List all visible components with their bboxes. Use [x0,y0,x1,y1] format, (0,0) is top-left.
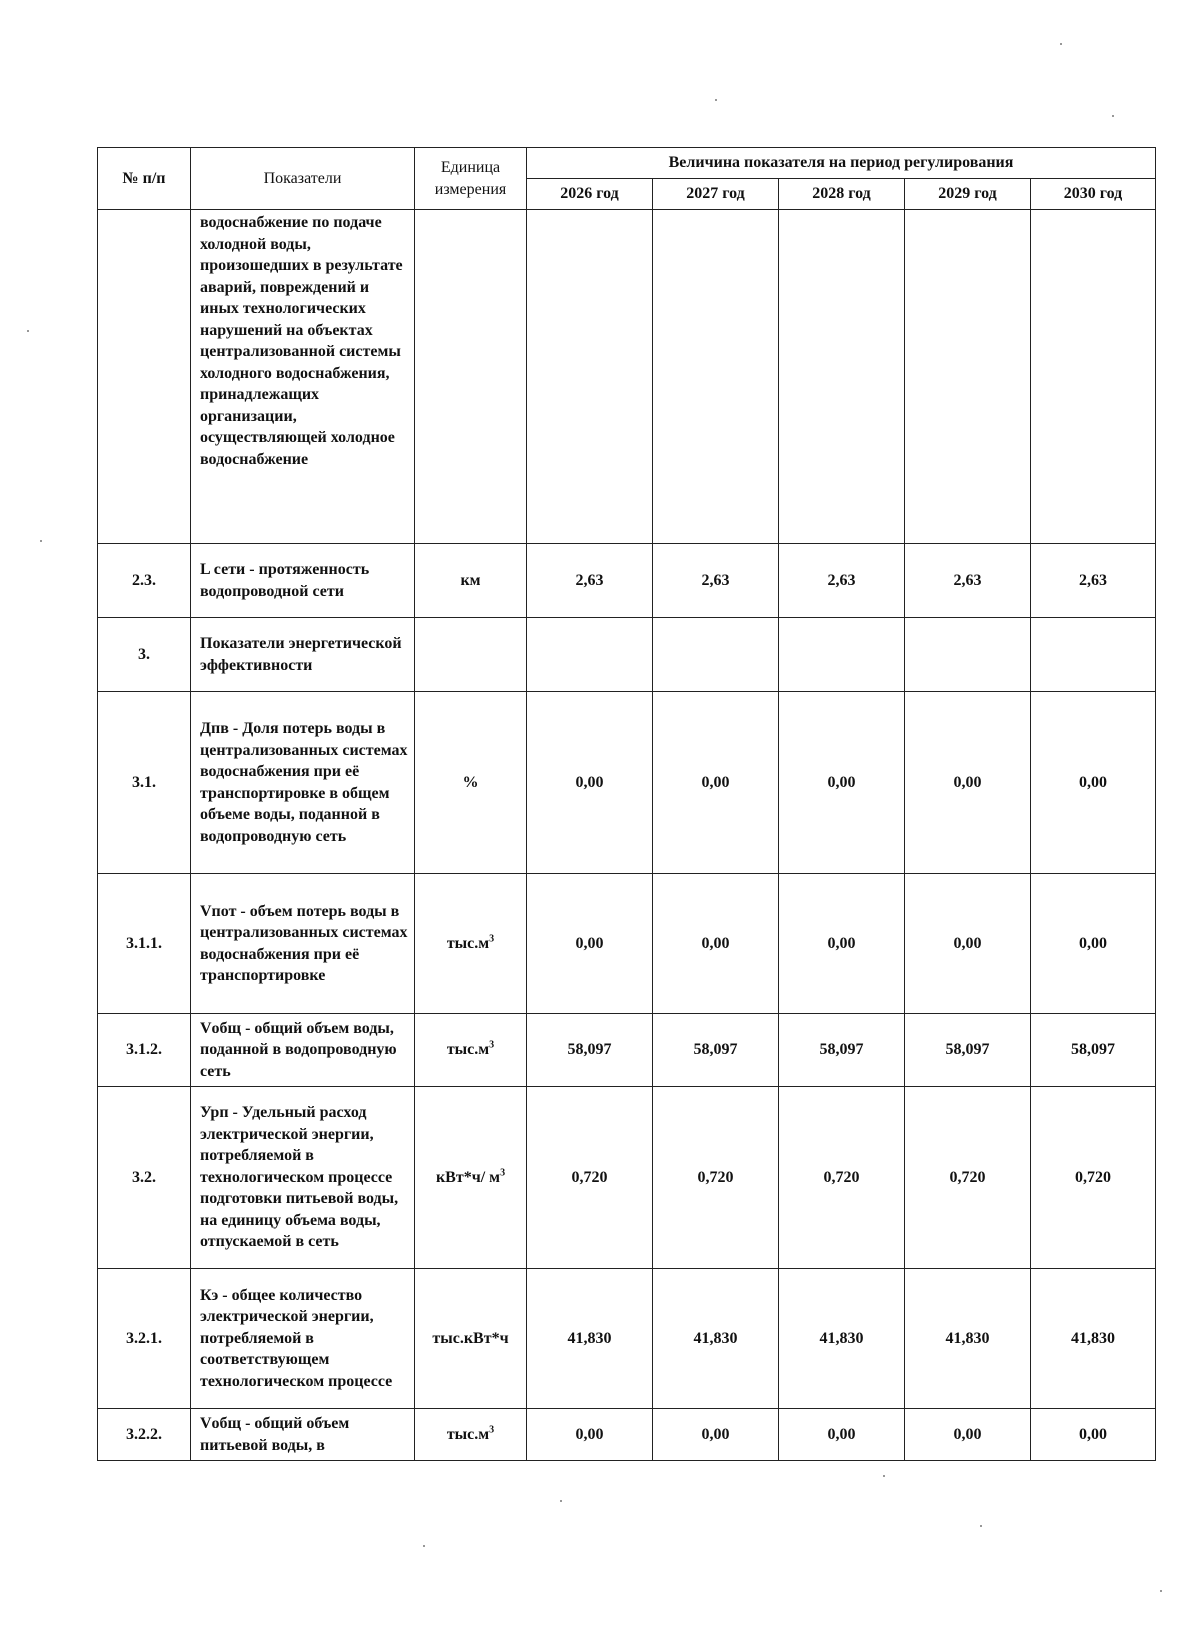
value-cell: 0,00 [1031,692,1156,874]
header-period: Величина показателя на период регулирования [527,148,1156,179]
row-number: 3. [98,618,191,692]
header-year: 2030 год [1031,179,1156,210]
value-cell [653,210,779,544]
unit-cell [415,544,527,618]
value-cell: 0,720 [527,1087,653,1269]
value-cell: 0,00 [527,874,653,1014]
indicator-name: Кэ - общее количество электрической энергии, потребляемой в соответствующем технологическом процессе [191,1269,415,1409]
table-row [98,210,1156,544]
value-cell: 58,097 [779,1014,905,1087]
value-cell [527,618,653,692]
indicator-name: водоснабжение по подаче холодной воды, произошедших в результате аварий, повреждений и иных технологических нарушений на объектах централизованной системы холодного водоснабжения, принадлежащих организации, осуществляющей холодное водоснабжение [191,210,415,544]
indicator-name: Урп - Удельный расход электрической энергии, потребляемой в технологическом процессе подготовки питьевой воды, на единицу объема воды, отпускаемой в сеть [191,1087,415,1269]
value-cell [1031,210,1156,544]
table-row [98,874,1156,1014]
value-cell: 2,63 [527,544,653,618]
value-cell: 58,097 [527,1014,653,1087]
value-cell: 41,830 [905,1269,1031,1409]
header-num: № п/п [98,148,191,210]
scan-speck [1160,1590,1162,1592]
value-cell [905,210,1031,544]
indicator-name: Vобщ - общий объем воды, поданной в водопроводную сеть [191,1014,415,1087]
unit-cell [415,1087,527,1269]
value-cell: 0,00 [653,874,779,1014]
unit-cell [415,692,527,874]
unit-text: км [460,571,481,589]
row-number [98,210,191,544]
value-cell: 58,097 [1031,1014,1156,1087]
header-row-1 [98,148,1156,179]
indicator-name: Vпот - объем потерь воды в централизованных системах водоснабжения при её транспортировке [191,874,415,1014]
table-row [98,1269,1156,1409]
value-cell: 2,63 [1031,544,1156,618]
unit-text: тыс.м [446,934,490,952]
value-cell: 2,63 [653,544,779,618]
header-year: 2026 год [527,179,653,210]
indicator-name: Дпв - Доля потерь воды в централизованных системах водоснабжения при её транспортировке в общем объеме воды, поданной в водопроводную сеть [191,692,415,874]
indicator-table [97,147,1156,1461]
row-number: 3.1.2. [98,1014,191,1087]
unit-cell [415,210,527,544]
unit-cell [415,1409,527,1461]
value-cell: 0,00 [653,692,779,874]
header-year: 2027 год [653,179,779,210]
header-year: 2029 год [905,179,1031,210]
value-cell [527,210,653,544]
unit-cell [415,1269,527,1409]
row-number: 3.1. [98,692,191,874]
value-cell: 0,00 [527,692,653,874]
scan-speck [1060,43,1062,45]
scan-speck [560,1500,562,1502]
unit-text: % [462,773,479,791]
value-cell: 41,830 [527,1269,653,1409]
table-row [98,544,1156,618]
table-row [98,692,1156,874]
table-row [98,1409,1156,1461]
value-cell: 58,097 [905,1014,1031,1087]
scan-speck [423,1545,425,1547]
row-number: 2.3. [98,544,191,618]
value-cell: 0,00 [779,692,905,874]
value-cell: 41,830 [653,1269,779,1409]
table-row [98,1014,1156,1087]
value-cell: 0,00 [779,1409,905,1461]
unit-cell [415,618,527,692]
header-unit: Единица измерения [415,148,527,210]
unit-text: тыс.м [446,1425,490,1443]
value-cell [779,210,905,544]
value-cell: 0,00 [653,1409,779,1461]
unit-sup: 3 [489,933,495,945]
value-cell: 0,00 [905,1409,1031,1461]
row-number: 3.2.2. [98,1409,191,1461]
scan-speck [883,1475,885,1477]
header-name: Показатели [191,148,415,210]
unit-text: кВт*ч/ м [435,1168,501,1186]
unit-sup: 3 [489,1424,495,1436]
scan-speck [980,1525,982,1527]
row-number: 3.1.1. [98,874,191,1014]
unit-cell [415,874,527,1014]
value-cell: 41,830 [1031,1269,1156,1409]
table-row [98,1087,1156,1269]
value-cell [905,618,1031,692]
value-cell: 0,720 [1031,1087,1156,1269]
row-number: 3.2. [98,1087,191,1269]
value-cell: 0,00 [527,1409,653,1461]
indicator-name: Показатели энергетической эффективности [191,618,415,692]
indicator-name: Vобщ - общий объем питьевой воды, в [191,1409,415,1461]
indicator-name: L сети - протяженность водопроводной сети [191,544,415,618]
value-cell: 2,63 [905,544,1031,618]
value-cell: 0,00 [1031,874,1156,1014]
value-cell: 0,00 [1031,1409,1156,1461]
value-cell: 0,00 [905,874,1031,1014]
value-cell: 41,830 [779,1269,905,1409]
value-cell [653,618,779,692]
header-year: 2028 год [779,179,905,210]
value-cell [779,618,905,692]
unit-sup: 3 [500,1167,506,1179]
scan-speck [27,330,29,332]
unit-sup: 3 [489,1039,495,1051]
unit-text: тыс.м [446,1041,490,1059]
scan-speck [715,99,717,101]
value-cell: 0,00 [905,692,1031,874]
table-row [98,618,1156,692]
value-cell: 0,720 [779,1087,905,1269]
value-cell [1031,618,1156,692]
row-number: 3.2.1. [98,1269,191,1409]
scan-speck [1112,115,1114,117]
value-cell: 0,720 [905,1087,1031,1269]
value-cell: 2,63 [779,544,905,618]
scan-speck [40,540,42,542]
value-cell: 58,097 [653,1014,779,1087]
value-cell: 0,720 [653,1087,779,1269]
value-cell: 0,00 [779,874,905,1014]
unit-cell [415,1014,527,1087]
unit-text: тыс.кВт*ч [432,1329,509,1347]
indicator-table-page [97,147,1155,1461]
